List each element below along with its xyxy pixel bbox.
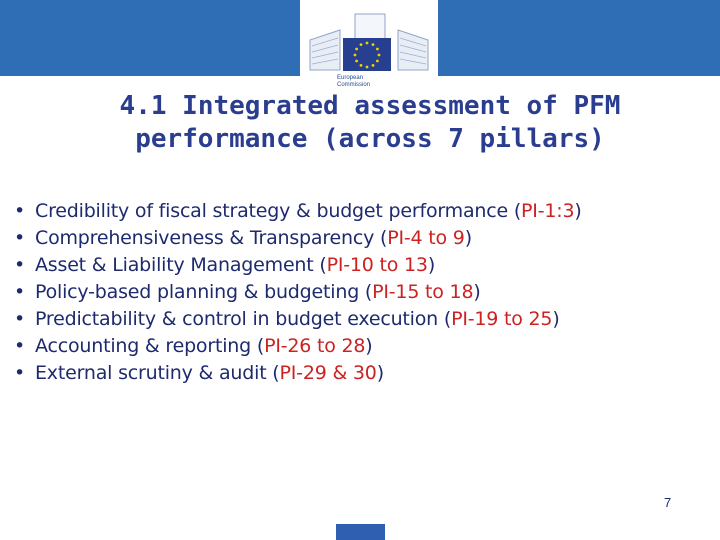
list-item [14,279,714,306]
list-item [14,333,714,360]
footer-bar [336,524,385,540]
pi-reference: PI-1:3 [521,200,575,222]
bullet-icon: • [14,200,26,222]
list-item-close: ) [376,362,384,384]
org-name: European Commission [337,75,371,88]
header-band-left [0,0,300,76]
header-band-right [438,0,720,76]
list-item-text: Comprehensiveness & Transparency ( [35,227,388,249]
list-item-text: Predictability & control in budget execution ( [35,308,452,330]
list-item [14,252,714,279]
pi-reference: PI-26 to 28 [264,335,366,357]
list-item-close: ) [473,281,481,303]
slide-title [40,90,700,156]
list-item [14,360,714,387]
bullet-icon: • [14,227,26,249]
bullet-icon: • [14,335,26,357]
list-item-text: Asset & Liability Management ( [35,254,327,276]
pi-reference: PI-10 to 13 [326,254,428,276]
bullet-icon: • [14,308,26,330]
bullet-icon: • [14,362,26,384]
list-item [14,306,714,333]
list-item [14,225,714,252]
slide-title-line2: performance (across 7 pillars) [135,124,605,154]
list-item-close: ) [427,254,436,276]
list-item-close: ) [574,200,582,222]
pi-reference: PI-4 to 9 [387,227,465,249]
list-item-text: Accounting & reporting ( [35,335,265,357]
list-item-text: Credibility of fiscal strategy & budget performance ( [35,200,522,222]
pi-reference: PI-15 to 18 [372,281,474,303]
list-item [14,198,714,225]
list-item-text: External scrutiny & audit ( [35,362,280,384]
list-item-close: ) [464,227,472,249]
pi-reference: PI-19 to 25 [451,308,553,330]
list-item-text: Policy-based planning & budgeting ( [35,281,373,303]
pi-reference: PI-29 & 30 [279,362,377,384]
pillar-list [14,198,714,387]
list-item-close: ) [552,308,560,330]
slide-title-line1: 4.1 Integrated assessment of PFM [119,91,621,121]
list-item-close: ) [365,335,373,357]
page-number: 7 [664,495,672,510]
bullet-icon: • [14,281,26,303]
bullet-icon: • [14,254,26,276]
